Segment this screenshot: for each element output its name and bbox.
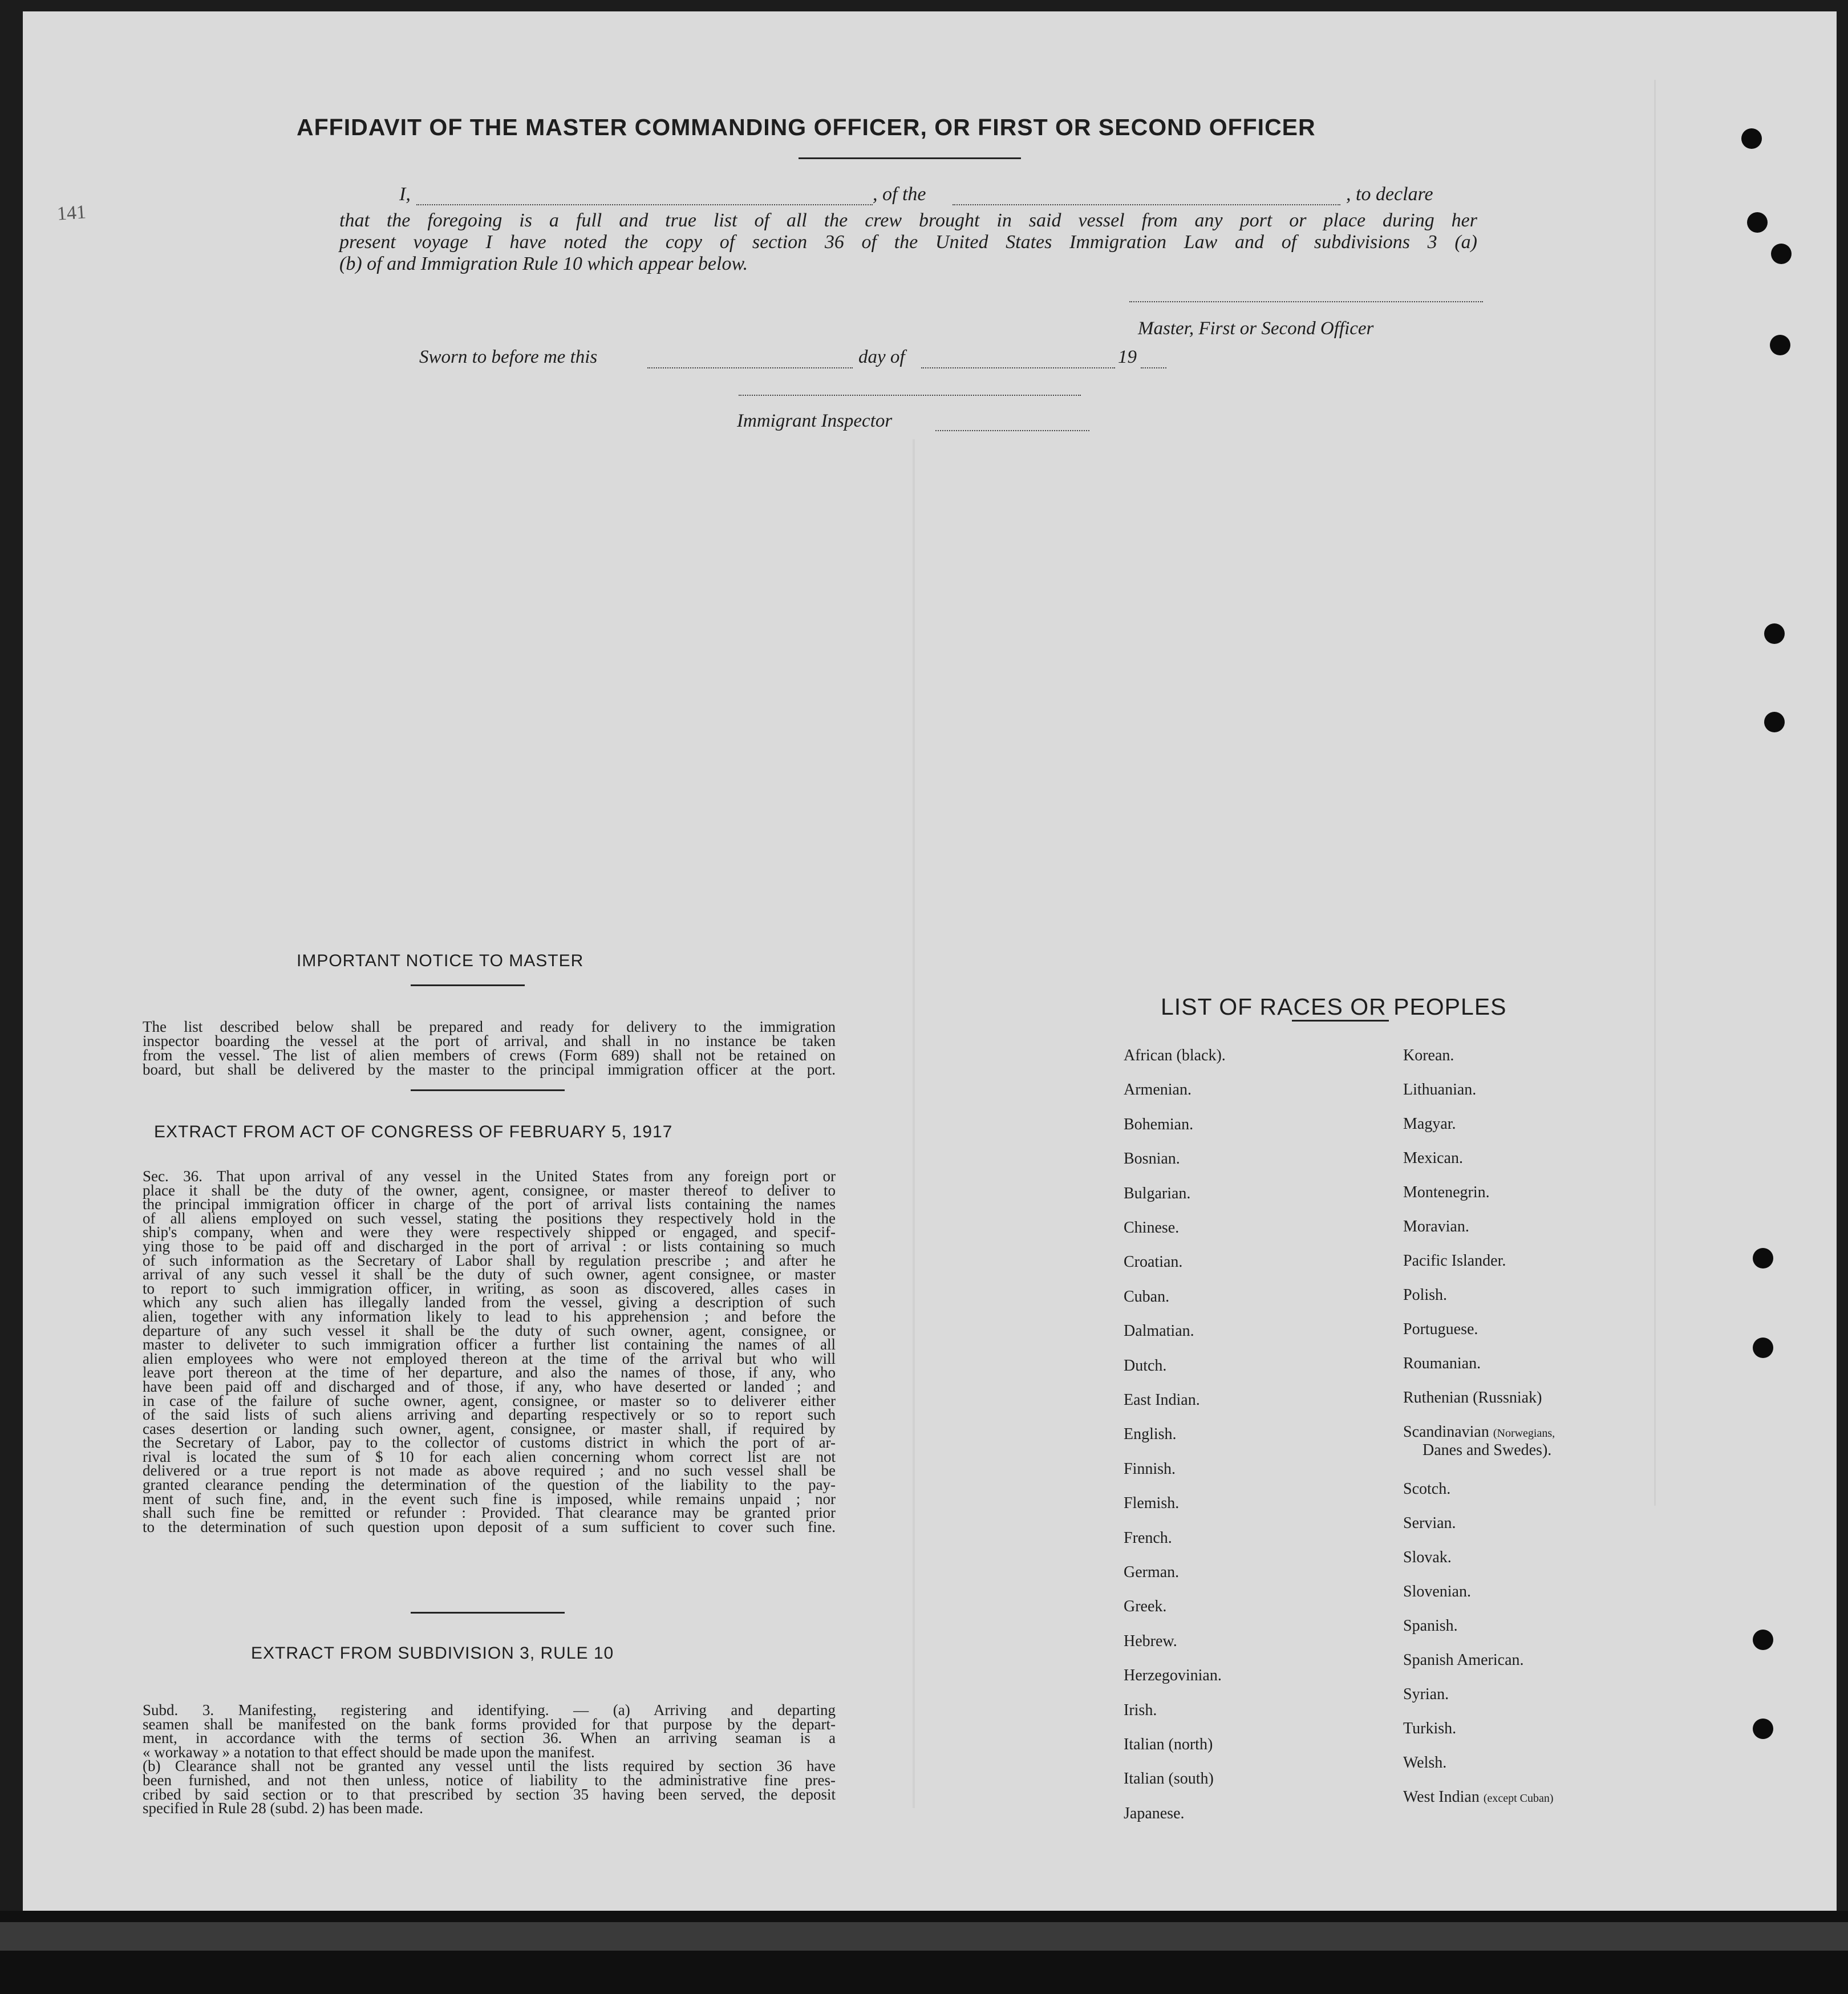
act-line: of such information as the Secretary of Labor shall by regulation prescribe ; and after he [143,1251,836,1269]
race-item: Bohemian. [1124,1116,1194,1133]
race-item-label: Spanish American. [1403,1651,1524,1669]
rule-line: Subd. 3. Manifesting, registering and identifying. — (a) Arriving and departing [143,1701,836,1719]
act-line: departure of any such vessel it shall be the duty of such owner, agent, consignee, or [143,1322,836,1339]
race-item [1403,1549,1452,1567]
race-item: Dutch. [1124,1357,1167,1375]
race-item-label: Slovenian. [1403,1583,1471,1600]
act-line: ying those to be paid off and discharged in the port of arrival : or lists containing so much [143,1237,836,1255]
act-line: rival is located the sum of $ 10 for each alien concerning whom correct list are not [143,1448,836,1465]
races-title: LIST OF RACES OR PEOPLES [1161,994,1507,1020]
race-item: English. [1124,1425,1177,1443]
punch-hole [1747,212,1768,233]
rule-line: been furnished, and not then unless, notice of liability to the administrative fine pres- [143,1771,836,1789]
scan-border [0,1911,1848,1994]
race-item [1403,1720,1456,1738]
race-item [1403,1320,1478,1339]
race-item: East Indian. [1124,1391,1200,1409]
race-item [1403,1514,1456,1533]
act-title: EXTRACT FROM ACT OF CONGRESS OF FEBRUARY 5, 1917 [154,1122,673,1141]
race-item-label: Roumanian. [1403,1355,1481,1372]
race-item: Irish. [1124,1701,1157,1719]
act-line: cases desertion or landing such owner, agent, consignee, or master shall, if required by [143,1420,836,1437]
of-the-label: , of the [873,184,926,205]
punch-hole [1770,335,1790,355]
race-item: Hebrew. [1124,1632,1177,1650]
race-item-label: Pacific Islander. [1403,1252,1506,1270]
act-line: ment of such fine, and, in the event such fine is imposed, while remains unpaid ; nor [143,1490,836,1507]
race-item-note: (Norwegians, [1493,1427,1555,1440]
race-item [1403,1788,1554,1806]
race-item: Italian (north) [1124,1736,1213,1753]
document-page [23,11,1837,1911]
race-item [1403,1389,1542,1407]
race-item-label: Scotch. [1403,1480,1451,1498]
races-underline [1292,1020,1389,1022]
act-line: shall such fine be remitted or refunder : Provided. That clearance may be granted prior [143,1504,836,1522]
act-line: in case of the failure of suche owner, agent, consignee, or master so to deliverer either [143,1392,836,1409]
act-line: alien, together with any information likely to lead to his apprehension ; and before the [143,1307,836,1325]
act-line: Sec. 36. That upon arrival of any vessel in the United States from any foreign port or [143,1168,836,1185]
punch-hole [1771,244,1792,264]
races-right-column [1380,1047,1734,1845]
act-line: ship's company, when and were they were respectively shipped or engaged, and specif- [143,1223,836,1241]
declarant-name-field[interactable] [416,203,873,205]
race-item-label: Scandinavian [1403,1423,1489,1441]
to-declare-label: , to declare [1346,184,1433,205]
race-item [1403,1286,1447,1304]
day-of-label: day of [858,347,905,367]
affidavit-body-line: that the foregoing is a full and true list of all the crew brought in said vessel from any port or place during her [339,210,1477,231]
act-line: the principal immigration officer in charge of the port of arrival lists containing the names [143,1195,836,1213]
race-item-label: Moravian. [1403,1218,1469,1235]
inspector-caption: Immigrant Inspector [737,411,893,431]
notice-line: board, but shall be delivered by the master to the principal immigration officer at the port. [143,1061,836,1078]
affidavit-line-1 [399,184,1483,209]
race-item-label: Welsh. [1403,1754,1447,1772]
race-item-note: Danes and Swedes). [1423,1441,1552,1459]
race-item [1403,1218,1469,1236]
act-line: granted clearance pending the determination of the question of the liability to the pay- [143,1476,836,1494]
rule-line: specified in Rule 28 (subd. 2) has been made. [143,1800,423,1817]
race-item-note: (except Cuban) [1483,1792,1554,1805]
race-item: Bosnian. [1124,1150,1180,1168]
notice-line: inspector boarding the vessel at the port of arrival, and shall in no instance be taken [143,1032,836,1049]
race-item-label: Montenegrin. [1403,1184,1490,1201]
punch-hole [1741,128,1762,149]
race-item: Greek. [1124,1598,1167,1615]
officer-caption: Master, First or Second Officer [1138,318,1374,339]
act-line: delivered or a true report is not made as above required ; and no such vessel shall be [143,1462,836,1480]
affidavit-title: AFFIDAVIT OF THE MASTER COMMANDING OFFICER, OR FIRST OR SECOND OFFICER [297,114,1316,140]
race-item [1403,1480,1450,1498]
race-item-label: Polish. [1403,1286,1448,1304]
rule-title: EXTRACT FROM SUBDIVISION 3, RULE 10 [251,1644,614,1663]
notice-line: from the vessel. The list of alien members of crews (Form 689) shall not be retained on [143,1047,836,1064]
title-underline [799,157,1021,159]
margin-mark: 141 [56,201,87,225]
race-item-label: Magyar. [1403,1115,1456,1133]
rule-line: seamen shall be manifested on the bank forms provided for that purpose by the depart- [143,1715,836,1733]
race-item: Finnish. [1124,1460,1176,1478]
race-item: Croatian. [1124,1253,1183,1271]
act-line: of all aliens employed on such vessel, stating the positions they respectively hold in the [143,1209,836,1227]
act-line: arrival of any such vessel it shall be the duty of such owner, agent consignee, or master [143,1266,836,1283]
race-item: German. [1124,1563,1180,1581]
race-item-label: Syrian. [1403,1685,1449,1703]
race-item: Cuban. [1124,1288,1170,1306]
affidavit-body-line: (b) of and Immigration Rule 10 which appear below. [339,253,748,274]
sworn-year-field[interactable] [1141,366,1166,368]
punch-hole [1764,712,1785,732]
act-line: have been paid off and discharged and of those, if any, who have deserted or landed ; and [143,1377,836,1395]
notice-line: The list described below shall be prepared and ready for delivery to the immigration [143,1018,836,1035]
act-line: alien employees who were not employed thereon at the time of the arrival but who will [143,1349,836,1367]
act-line: master to deliveter to such immigration officer a further list containing the names of all [143,1336,836,1353]
race-item [1403,1115,1456,1133]
race-item: Flemish. [1124,1494,1180,1512]
affidavit-body [339,210,1477,275]
affidavit-body-line: present voyage I have noted the copy of section 36 of the United States Immigration Law and of subdivisions 3 (a) [339,232,1477,253]
act-line: leave port thereon at the time of her departure, and also the names of those, if any, who [143,1364,836,1381]
race-item: Herzegovinian. [1124,1667,1222,1684]
section-divider [411,1612,565,1614]
race-item [1403,1583,1471,1601]
inspector-signature-line[interactable] [739,394,1081,396]
race-item-label: Portuguese. [1403,1320,1478,1338]
race-item [1403,1651,1524,1669]
notice-title: IMPORTANT NOTICE TO MASTER [297,951,584,970]
declarant-prefix: I, [399,184,411,205]
race-item [1403,1081,1476,1099]
race-item-label: Korean. [1403,1047,1454,1064]
act-body [143,1169,836,1534]
race-item: Japanese. [1124,1805,1185,1822]
act-line: to report to such immigration officer, in writing, as soon as discovered, alles cases in [143,1279,836,1297]
year-prefix: 19 [1118,347,1137,367]
race-item-label: West Indian [1403,1788,1480,1806]
race-item: Dalmatian. [1124,1322,1194,1340]
sworn-month-field[interactable] [921,366,1115,368]
officer-signature-field[interactable] [1129,300,1483,302]
race-item: Italian (south) [1124,1770,1214,1788]
rule-line: cribed by said section or to that prescribed by section 35 having been served, the deposit [143,1785,836,1803]
act-line: place it shall be the duty of the owner, agent, consignee, or master thereof to deliver to [143,1181,836,1199]
race-item [1403,1355,1481,1373]
bleed-through-ruling [913,439,915,1808]
race-item [1403,1149,1463,1168]
race-item-label: Turkish. [1403,1720,1457,1737]
race-item: Armenian. [1124,1081,1192,1099]
sworn-label: Sworn to before me this [419,347,598,367]
vessel-name-field[interactable] [953,203,1340,205]
act-line: to the determination of such question upon deposit of a sum sufficient to cover such fine. [143,1518,836,1535]
race-item [1403,1184,1490,1202]
act-line: the Secretary of Labor, pay to the collector of customs district in which the port of ar- [143,1434,836,1452]
section-divider [411,1089,565,1091]
race-item [1403,1423,1555,1460]
race-item-label: Lithuanian. [1403,1081,1477,1099]
race-item: African (black). [1124,1047,1226,1064]
race-item-label: Slovak. [1403,1549,1452,1566]
punch-hole [1753,1248,1773,1268]
rule-line: ment, in accordance with the terms of section 36. When an arriving seaman is a [143,1729,836,1747]
rule-body [143,1703,836,1815]
rule-line: (b) Clearance shall not be granted any vessel until the lists required by section 36 have [143,1757,836,1775]
race-item [1403,1252,1506,1270]
race-item: Bulgarian. [1124,1185,1191,1202]
race-item-label: Mexican. [1403,1149,1463,1167]
race-item [1403,1754,1446,1772]
race-item-label: Ruthenian (Russniak) [1403,1389,1542,1407]
race-item [1403,1617,1458,1635]
race-item [1403,1047,1454,1065]
act-line: which any such alien has illegally landed from the vessel, giving a description of such [143,1294,836,1311]
inspector-signature-field[interactable] [935,429,1089,431]
race-item-label: Servian. [1403,1514,1456,1532]
race-item: Chinese. [1124,1219,1180,1237]
race-item: French. [1124,1529,1172,1547]
rule-line: « workaway » a notation to that effect should be made upon the manifest. [143,1743,595,1761]
punch-hole [1764,623,1785,644]
notice-body [143,1020,836,1077]
sworn-day-field[interactable] [647,366,853,368]
scan-border-stripe [0,1922,1848,1951]
races-left-column [1124,1047,1363,1845]
notice-underline [411,984,525,986]
sworn-line [419,347,1218,372]
punch-hole [1753,1630,1773,1650]
punch-hole [1753,1719,1773,1739]
race-item [1403,1685,1449,1704]
punch-hole [1753,1338,1773,1358]
race-item-label: Spanish. [1403,1617,1458,1635]
act-line: of the said lists of such aliens arriving and departing respectively or so to report such [143,1406,836,1424]
